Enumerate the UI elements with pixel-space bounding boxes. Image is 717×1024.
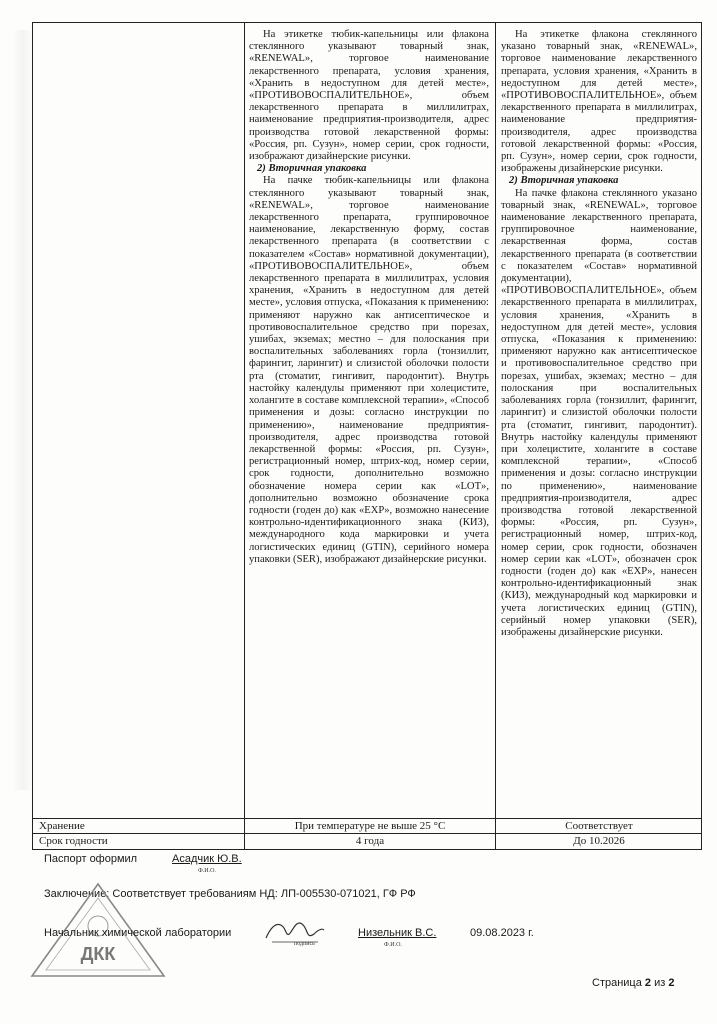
right-text-column bbox=[501, 29, 697, 639]
passport-label: Паспорт оформил bbox=[44, 853, 138, 865]
signing-date: 09.08.2023 г. bbox=[470, 927, 534, 939]
signature-caption: подпись bbox=[294, 941, 315, 947]
scan-shadow bbox=[12, 30, 34, 790]
storage-result: Соответствует bbox=[565, 820, 633, 832]
head-lab-name: Низельник В.С. bbox=[358, 927, 437, 939]
conclusion-text: Заключение: Соответствует требованиям НД: ЛП-005530-071021, ГФ РФ bbox=[44, 888, 416, 900]
left-secondary-paragraph: На пачке тюбик-капельницы или флакона стеклянного указывают товарный знак, «RENEWAL», торговое наименование лекарственного препарата, группировочное наименование, лекарственную форму, состав лекарственного препарата (в соответствии с показателем «Состав» нормативной документации), «ПРОТИВОВОСПАЛИТЕЛЬНОЕ», объем лекарственного препарата в миллилитрах, условия хранения, «Хранить в недоступном для детей месте», условия отпуска, «Показания к применению: применяют наружно как антисептическое и противовоспалительное средство при порезах, ушибах, экземах; местно – для полоскания при воспалительных заболеваниях горла (тонзиллит, фарингит, ларингит) и слизистой оболочки полости рта (стоматит, гингивит, пародонтит). Внутрь настойку календулы применяют при холецистите, холангите в составе комплексной терапии», «Способ применения и дозы: согласно инструкции по применению», наименование предприятия-производителя, адрес производства готовой лекарственной формы: «Россия, рп. Сузун», регистрационный номер, штрих-код, номер серии, срок годности, дополнительно возможно обозначение номера серии как «LOT», дополнительно возможно обозначение срока годности (годен до) как «EXP», возможно нанесение контрольно-идентификационного знака (КИЗ), международного кода маркировки и учета логистических единиц (GTIN), серийного номера упаковки (SER), изображают дизайнерские рисунки. bbox=[249, 175, 489, 565]
stamp-text: ДКК bbox=[80, 944, 116, 964]
passport-fio-caption: Ф.И.О. bbox=[198, 868, 216, 874]
page-number bbox=[592, 977, 675, 989]
page-total: 2 bbox=[668, 977, 675, 989]
right-label-paragraph: На этикетке флакона стеклянного указано товарный знак, «RENEWAL», торговое наименование лекарственного препарата, условия хранения, «Хранить в недоступном для детей месте», «ПРОТИВОВОСПАЛИТЕЛЬНОЕ», объем лекарственного препарата в миллилитрах, наименование предприятия-производителя, адрес производства готовой лекарственной формы: «Россия, рп. Сузун», номер серии, срок годности, изображены дизайнерские рисунки. bbox=[501, 29, 697, 175]
column-divider-2 bbox=[495, 23, 496, 849]
right-secondary-paragraph: На пачке флакона стеклянного указано товарный знак, «RENEWAL», торговое наименование лекарственного препарата, группировочное наименование, лекарственная форма, состав лекарственного препарата (в соответствии с показателем «Состав» нормативной документации), «ПРОТИВОВОСПАЛИТЕЛЬНОЕ», объем лекарственного препарата в миллилитрах, условия хранения, «Хранить в недоступном для детей месте», условия отпуска, «Показания к применению: применяют наружно как антисептическое и противовоспалительное средство при порезах, ушибах, экземах; местно – для полоскания при воспалительных заболеваниях горла (тонзиллит, фарингит, ларингит) и слизистой оболочки полости рта (стоматит, гингивит, пародонтит). Внутрь настойку календулы применяют при холецистите, холангите в составе комплексной терапии», «Способ применения и дозы: согласно инструкции по применению», наименование предприятия-производителя, адрес производства готовой лекарственной формы: «Россия, рп. Сузун», регистрационный номер, штрих-код, номер серии, срок годности, обозначен номер серии как «LOT», обозначен срок годности (годен до) как «EXP», нанесен контрольно-идентификационный знак (КИЗ), международный код маркировки и учета логистических единиц (GTIN), серийный номер упаковки (SER), изображены дизайнерские рисунки. bbox=[501, 187, 697, 638]
column-divider-1 bbox=[244, 23, 245, 849]
head-lab-label: Начальник химической лаборатории bbox=[44, 927, 232, 939]
shelf-life-label: Срок годности bbox=[39, 835, 108, 847]
left-label-paragraph: На этикетке тюбик-капельницы или флакона стеклянного указывают товарный знак, «RENEWAL», торговое наименование лекарственного препарата, условия хранения, «Хранить в недоступном для детей месте», «ПРОТИВОВОСПАЛИТЕЛЬНОЕ», объем лекарственного препарата в миллилитрах, наименование предприятия-производителя, адрес производства готовой лекарственной формы: «Россия, рп. Сузун», номер серии, срок годности, изображают дизайнерские рисунки. bbox=[249, 29, 489, 163]
head-fio-caption: Ф.И.О. bbox=[384, 942, 402, 948]
passport-name: Асадчик Ю.В. bbox=[172, 853, 242, 865]
right-secondary-heading: 2) Вторичная упаковка bbox=[509, 175, 619, 187]
shelf-life-result: До 10.2026 bbox=[573, 835, 625, 847]
left-text-column bbox=[249, 29, 489, 566]
page-of: из bbox=[654, 977, 666, 989]
left-secondary-heading: 2) Вторичная упаковка bbox=[257, 163, 367, 175]
specification-table bbox=[32, 22, 702, 850]
page-prefix: Страница bbox=[592, 977, 642, 989]
shelf-life-requirement: 4 года bbox=[355, 835, 385, 847]
storage-requirement: При температуре не выше 25 °С bbox=[294, 820, 446, 832]
storage-label: Хранение bbox=[39, 820, 85, 832]
page-current: 2 bbox=[644, 977, 652, 989]
